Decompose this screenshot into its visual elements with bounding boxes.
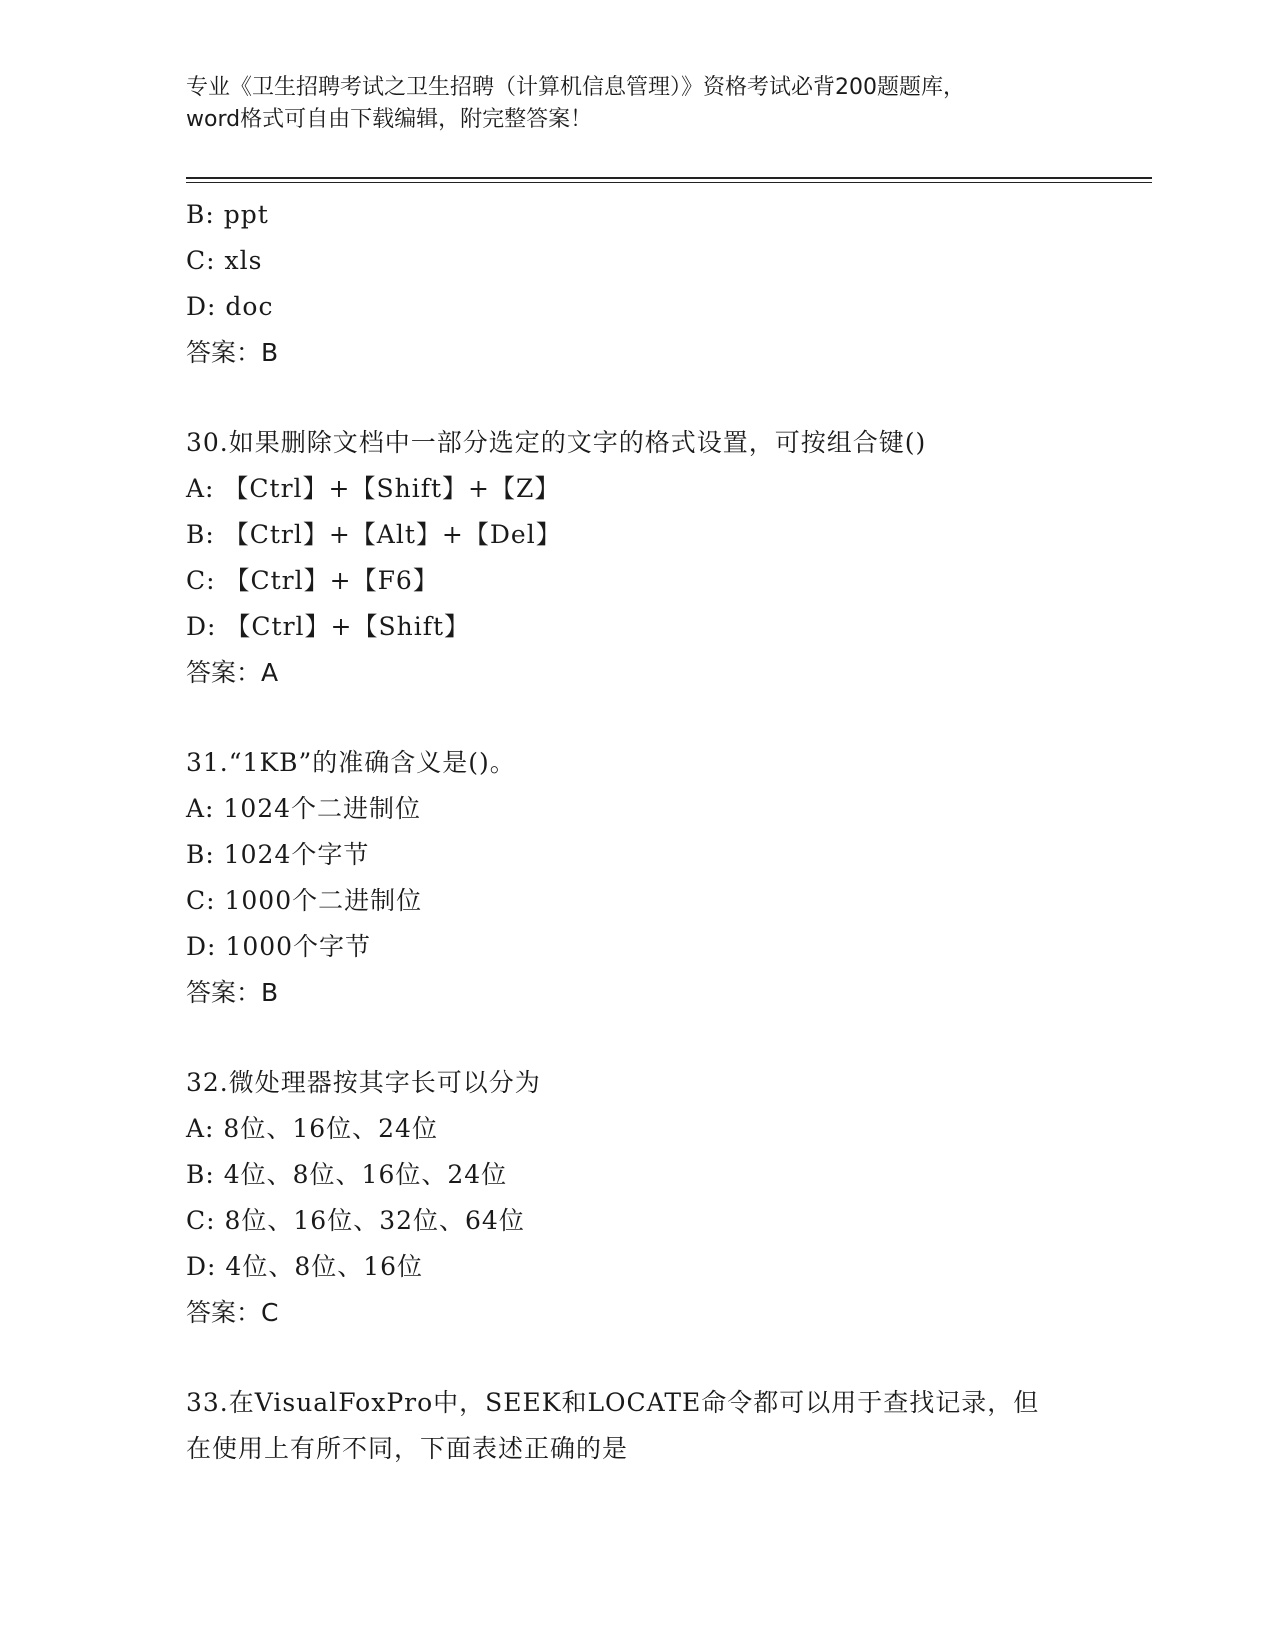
question-list — [186, 192, 1152, 1472]
header-divider-thick — [186, 177, 1152, 179]
option-c: C: 【Ctrl】+【F6】 — [186, 566, 439, 595]
option-b: B: ppt — [186, 200, 269, 229]
option-b: B: 【Ctrl】+【Alt】+【Del】 — [186, 520, 562, 549]
question-stem-line-2: 在使用上有所不同，下面表述正确的是 — [186, 1434, 629, 1463]
header-line-1: 专业《卫生招聘考试之卫生招聘（计算机信息管理）》资格考试必背200题题库， — [186, 75, 965, 100]
header-line-2: word格式可自由下载编辑，附完整答案！ — [186, 107, 593, 132]
answer: 答案：B — [186, 338, 279, 367]
question-stem-line-1: 33.在VisualFoxPro中，SEEK和LOCATE命令都可以用于查找记录，但 — [186, 1388, 1040, 1417]
option-a: A: 1024个二进制位 — [186, 794, 422, 823]
answer: 答案：A — [186, 658, 279, 687]
option-d: D: doc — [186, 292, 274, 321]
option-c: C: xls — [186, 246, 263, 275]
option-c: C: 8位、16位、32位、64位 — [186, 1206, 525, 1235]
header-divider-thin — [186, 182, 1152, 183]
option-d: D: 【Ctrl】+【Shift】 — [186, 612, 471, 641]
option-a: A: 【Ctrl】+【Shift】+【Z】 — [186, 474, 561, 503]
question-29-continued — [186, 192, 1152, 376]
answer: 答案：B — [186, 978, 279, 1007]
option-b: B: 4位、8位、16位、24位 — [186, 1160, 508, 1189]
question-32 — [186, 1060, 1152, 1336]
question-30 — [186, 420, 1152, 696]
answer: 答案：C — [186, 1298, 279, 1327]
document-header — [186, 72, 1086, 136]
question-33 — [186, 1380, 1152, 1472]
question-stem: 30.如果删除文档中一部分选定的文字的格式设置，可按组合键() — [186, 428, 927, 457]
question-31 — [186, 740, 1152, 1016]
option-d: D: 1000个字节 — [186, 932, 372, 961]
option-b: B: 1024个字节 — [186, 840, 370, 869]
question-stem: 31.“1KB”的准确含义是()。 — [186, 748, 516, 777]
option-c: C: 1000个二进制位 — [186, 886, 423, 915]
option-d: D: 4位、8位、16位 — [186, 1252, 424, 1281]
option-a: A: 8位、16位、24位 — [186, 1114, 438, 1143]
question-stem: 32.微处理器按其字长可以分为 — [186, 1068, 541, 1097]
